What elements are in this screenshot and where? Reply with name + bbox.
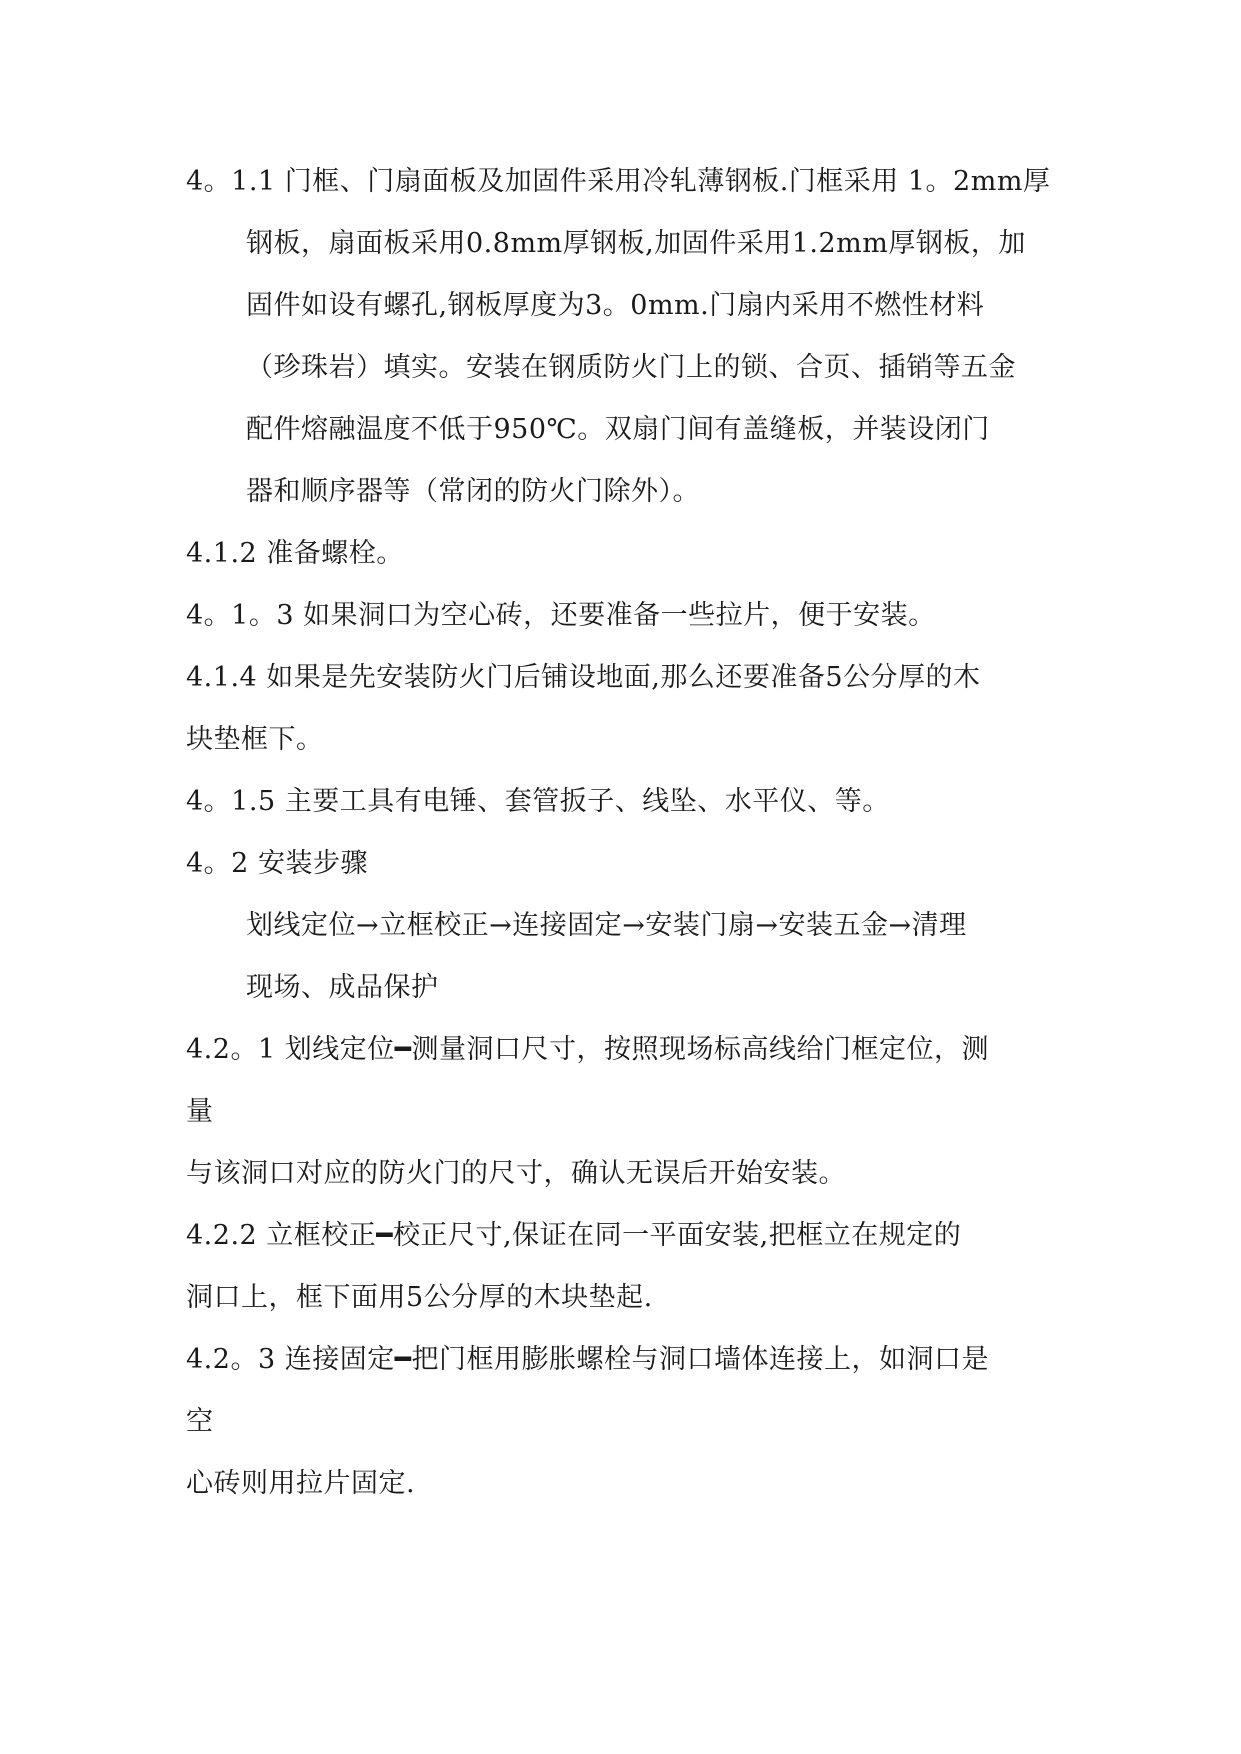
text-line: （珍珠岩）填实。安装在钢质防火门上的锁、合页、插销等五金 [246,352,1016,383]
text-line: 量 [186,1096,214,1127]
text-line: 现场、成品保护 [246,972,439,1003]
text-line: 器和顺序器等（常闭的防火门除外）。 [246,476,700,507]
text-line: 4.2。1 划线定位━测量洞口尺寸，按照现场标高线给门框定位，测 [186,1034,989,1065]
text-line: 4.1.2 准备螺栓。 [186,538,404,569]
text-line: 块垫框下。 [186,724,324,755]
text-line: 4.1.4 如果是先安装防火门后铺设地面,那么还要准备5公分厚的木 [186,662,981,693]
text-line: 4。1。3 如果洞口为空心砖，还要准备一些拉片，便于安装。 [186,600,936,631]
text-line: 空 [186,1406,214,1437]
text-line: 4.2.2 立框校正━校正尺寸,保证在同一平面安装,把框立在规定的 [186,1220,962,1251]
text-line: 4。1.1 门框、门扇面板及加固件采用冷轧薄钢板.门框采用 1。2mm厚 [186,166,1051,197]
text-line: 划线定位→立框校正→连接固定→安装门扇→安装五金→清理 [246,910,967,941]
text-line: 固件如设有螺孔,钢板厚度为3。0mm.门扇内采用不燃性材料 [246,290,985,321]
text-line: 与该洞口对应的防火门的尺寸，确认无误后开始安装。 [186,1158,846,1189]
text-line: 心砖则用拉片固定. [186,1468,416,1499]
text-line: 洞口上，框下面用5公分厚的木块垫起. [186,1282,653,1313]
text-line: 钢板，扇面板采用0.8mm厚钢板,加固件采用1.2mm厚钢板，加 [246,228,1026,259]
text-line: 4.2。3 连接固定━把门框用膨胀螺栓与洞口墙体连接上，如洞口是 [186,1344,989,1375]
section-heading: 4。2 安装步骤 [186,848,368,879]
text-line: 配件熔融温度不低于950℃。双扇门间有盖缝板，并装设闭门 [246,414,990,445]
text-line: 4。1.5 主要工具有电锤、套管扳子、线坠、水平仪、等。 [186,786,890,817]
